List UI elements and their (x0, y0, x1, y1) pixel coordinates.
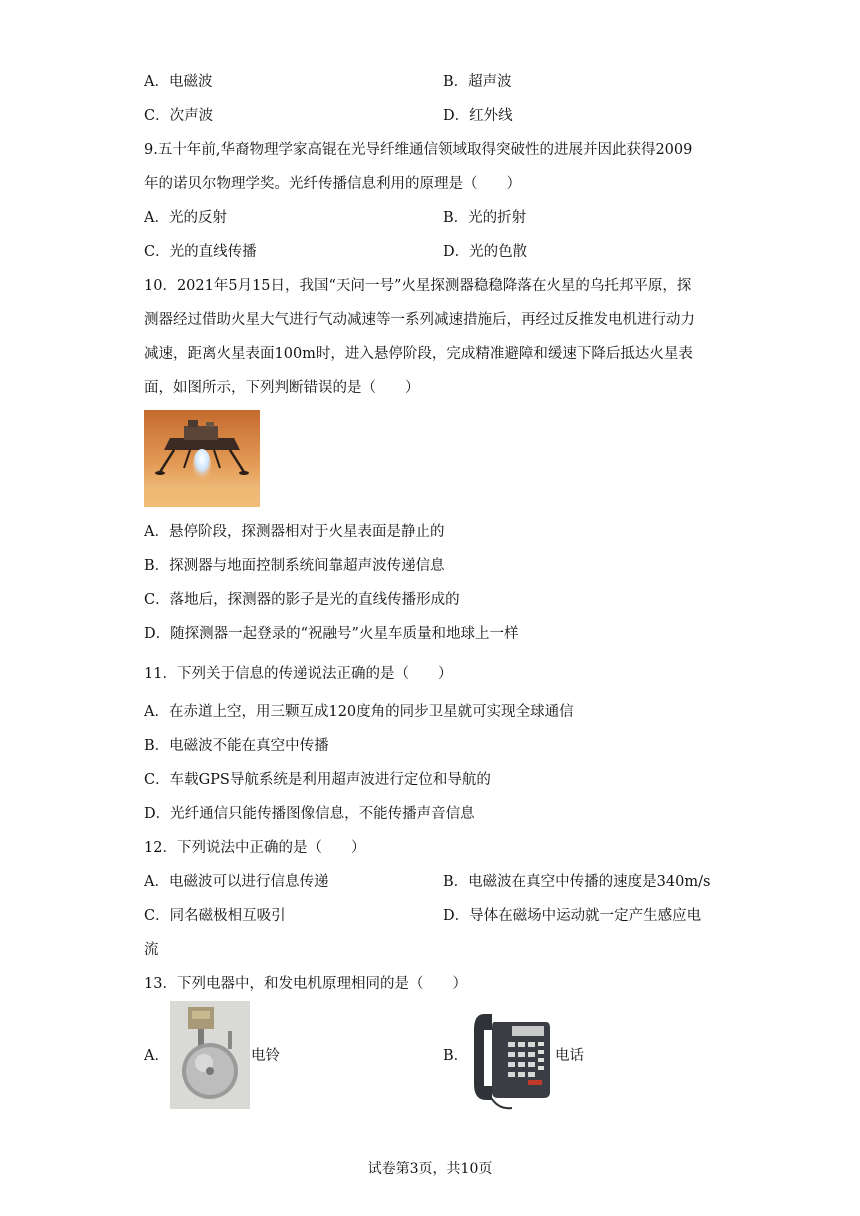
q8-option-b: B．超声波 (443, 74, 512, 90)
q11-option-b: B．电磁波不能在真空中传播 (144, 738, 329, 754)
q10-stem-line3: 减速，距离火星表面100m时，进入悬停阶段，完成精准避障和缓速下降后抵达火星表 (144, 346, 693, 362)
q10-stem-line4: 面，如图所示，下列判断错误的是（ ） (144, 380, 420, 396)
q10-option-a: A．悬停阶段，探测器相对于火星表面是静止的 (144, 524, 445, 540)
q12-option-a: A．电磁波可以进行信息传递 (144, 874, 329, 890)
q10-option-b: B．探测器与地面控制系统间靠超声波传递信息 (144, 558, 445, 574)
q8-option-c: C．次声波 (144, 108, 214, 124)
q13-option-a-label: A． (144, 1048, 169, 1064)
q12-option-c: C．同名磁极相互吸引 (144, 908, 286, 924)
mars-lander-image (144, 410, 260, 507)
q10-option-c: C．落地后，探测器的影子是光的直线传播形成的 (144, 592, 460, 608)
q11-option-c: C．车载GPS导航系统是利用超声波进行定位和导航的 (144, 772, 491, 788)
q13-option-b-label: B． (443, 1048, 469, 1064)
q10-stem-line2: 测器经过借助火星大气进行气动减速等一系列减速措施后，再经过反推发电机进行动力 (144, 312, 695, 328)
q9-stem-line1: 9.五十年前,华裔物理学家高锟在光导纤维通信领域取得突破性的进展并因此获得2009 (144, 142, 693, 158)
q12-option-b: B．电磁波在真空中传播的速度是340m/s (443, 874, 711, 890)
q11-stem: 11．下列关于信息的传递说法正确的是（ ） (144, 666, 453, 682)
electric-bell-image (170, 1001, 250, 1109)
q11-option-d: D．光纤通信只能传播图像信息，不能传播声音信息 (144, 806, 475, 822)
page-footer: 试卷第3页，共10页 (367, 1161, 493, 1177)
q13-stem: 13．下列电器中，和发电机原理相同的是（ ） (144, 976, 467, 992)
telephone-image (468, 1000, 554, 1112)
q11-option-a: A．在赤道上空，用三颗互成120度角的同步卫星就可实现全球通信 (144, 704, 574, 720)
q8-option-d: D．红外线 (443, 108, 513, 124)
q13-option-b-text: 电话 (555, 1048, 584, 1064)
q12-option-d: D．导体在磁场中运动就一定产生感应电 (443, 908, 702, 924)
q9-option-c: C．光的直线传播 (144, 244, 257, 260)
q8-option-a: A．电磁波 (144, 74, 213, 90)
q10-option-d: D．随探测器一起登录的“祝融号”火星车质量和地球上一样 (144, 626, 519, 642)
q12-stem: 12．下列说法中正确的是（ ） (144, 840, 366, 856)
q9-option-b: B．光的折射 (443, 210, 527, 226)
q12-option-d-continued: 流 (144, 942, 159, 958)
q9-option-d: D．光的色散 (443, 244, 528, 260)
q13-option-a-text: 电铃 (251, 1048, 280, 1064)
q9-stem-line2: 年的诺贝尔物理学奖。光纤传播信息利用的原理是（ ） (144, 176, 521, 192)
q10-stem-line1: 10．2021年5月15日，我国“天问一号”火星探测器稳稳降落在火星的乌托邦平原，探 (144, 278, 692, 294)
q9-option-a: A．光的反射 (144, 210, 227, 226)
